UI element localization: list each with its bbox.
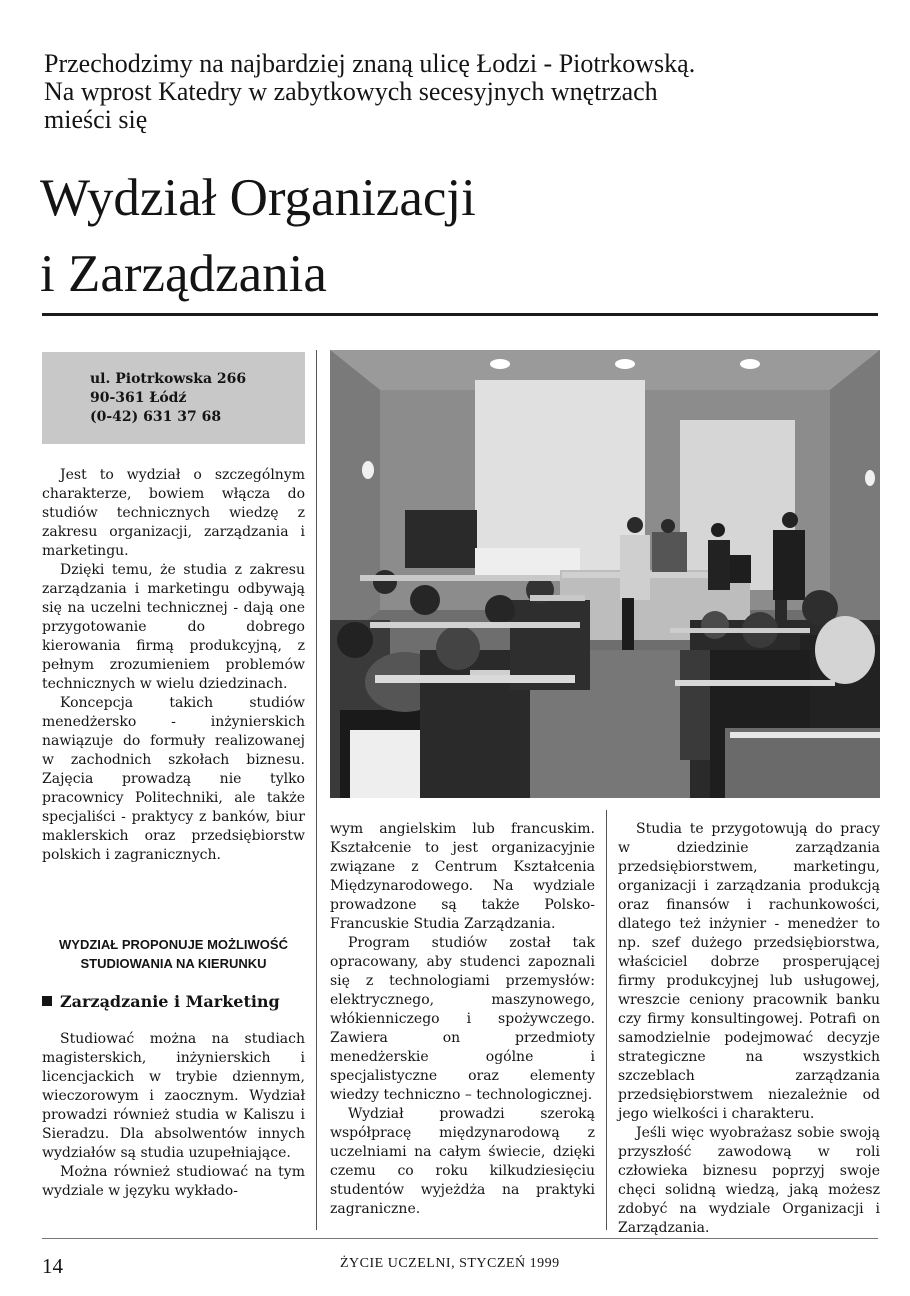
column-3-text <box>618 820 880 1238</box>
section-heading-line: WYDZIAŁ PROPONUJE MOŻLIWOŚĆ <box>59 937 288 952</box>
column-1-text <box>42 466 305 865</box>
intro-text <box>44 50 784 134</box>
intro-line: Przechodzimy na najbardziej znaną ulicę Łodzi - Piotrkowską. <box>44 49 696 78</box>
paragraph: Studia te przygotowują do pracy w dziedzinie zarządzania przedsiębiorstwem, marketingu, organizacji i zarządzania produkcją oraz finansów i rachunkowości, dlatego też inżynier - menedżer to np. szef dużego przedsiębiorstwa, właściciel dobrze prosperującej firmy produkcyjnej lub usługowej, wreszcie ceniony pracownik banku czy firmy konsultingowej. Potrafi on samodzielnie podejmować decyzje strategiczne na wszystkich szczeblach zarządzania przedsiębiorstwem niezależnie od jego wielkości i charakteru. <box>618 821 880 1122</box>
column-divider <box>606 810 607 1230</box>
paragraph: Wydział prowadzi szeroką współpracę międzynarodową z uczelniami na całym świecie, dzięki czemu co roku kilkudziesięciu studentów wyjeżdża na praktyki zagraniczne. <box>330 1106 595 1217</box>
column-divider <box>316 350 317 1230</box>
section-heading-line: STUDIOWANIA NA KIERUNKU <box>80 956 267 971</box>
publication-footer: ŻYCIE UCZELNI, STYCZEŃ 1999 <box>340 1256 560 1271</box>
paragraph: Można również studiować na tym wydziale w języku wykłado- <box>42 1164 305 1199</box>
intro-line: mieści się <box>44 105 148 134</box>
column-1-lower-text <box>42 1030 305 1201</box>
paragraph: Program studiów został tak opracowany, aby studenci zapoznali się z technologiami przemysłów: elektrycznego, maszynowego, włókienniczego i spożywczego. Zawiera on przedmioty menedżerskie ogólne i specjalistyczne oraz elementy wiedzy techniczno – technologicznej. <box>330 935 595 1103</box>
paragraph: Jeśli więc wyobrażasz sobie swoją przyszłość zawodową w roli człowieka biznesu poprzyj swoje chęci solidną wiedzą, jaką możesz zdobyć na wydziale Organizacji i Zarządzania. <box>618 1125 880 1236</box>
page-title <box>40 160 880 312</box>
paragraph: Jest to wydział o szczególnym charakterze, bowiem włącza do studiów technicznych wiedzę z zakresu organizacji, zarządzania i marketingu. <box>42 467 305 559</box>
title-line-1: Wydział Organizacji <box>40 169 476 227</box>
intro-line: Na wprost Katedry w zabytkowych secesyjnych wnętrzach <box>44 77 658 106</box>
paragraph: wym angielskim lub francuskim. Kształcenie to jest organizacyjnie związane z Centrum Kształcenia Międzynarodowego. Na wydziale prowadzone są także Polsko-Francuskie Studia Zarządzania. <box>330 821 595 932</box>
address-postal: 90-361 Łódź <box>90 390 187 406</box>
title-line-2: i Zarządzania <box>40 245 327 303</box>
address-phone: (0-42) 631 37 68 <box>90 409 222 425</box>
paragraph: Koncepcja takich studiów menedżersko - inżynierskich nawiązuje do formuły realizowanej w zachodnich szkołach biznesu. Zajęcia prowadzą nie tylko pracownicy Politechniki, ale także specjaliści - praktycy z banków, biur maklerskich oraz przedsiębiorstw polskich i zagranicznych. <box>42 695 305 863</box>
footer-divider <box>42 1238 878 1239</box>
page-number: 14 <box>42 1254 63 1278</box>
column-2-text <box>330 820 595 1219</box>
address-street: ul. Piotrkowska 266 <box>90 371 247 387</box>
bullet-square-icon <box>42 996 52 1006</box>
paragraph: Dzięki temu, że studia z zakresu zarządzania i marketingu odbywają się na uczelni technicznej - dają one przygotowanie do dobrego kierowania firmą produkcyjną, z pełnym zrozumieniem problemów technicznych w wielu dziedzinach. <box>42 562 305 692</box>
program-label: Zarządzanie i Marketing <box>60 992 280 1011</box>
paragraph: Studiować można na studiach magisterskich, inżynierskich i licencjackich w trybie dziennym, wieczorowym i zaocznym. Wydział prowadzi również studia w Kaliszu i Sieradzu. Dla absolwentów innych wydziałów są studia uzupełniające. <box>42 1031 305 1161</box>
address-box <box>42 352 305 444</box>
section-heading <box>42 935 305 973</box>
lecture-hall-photo <box>330 350 880 798</box>
program-name <box>42 992 305 1012</box>
title-divider <box>42 313 878 316</box>
